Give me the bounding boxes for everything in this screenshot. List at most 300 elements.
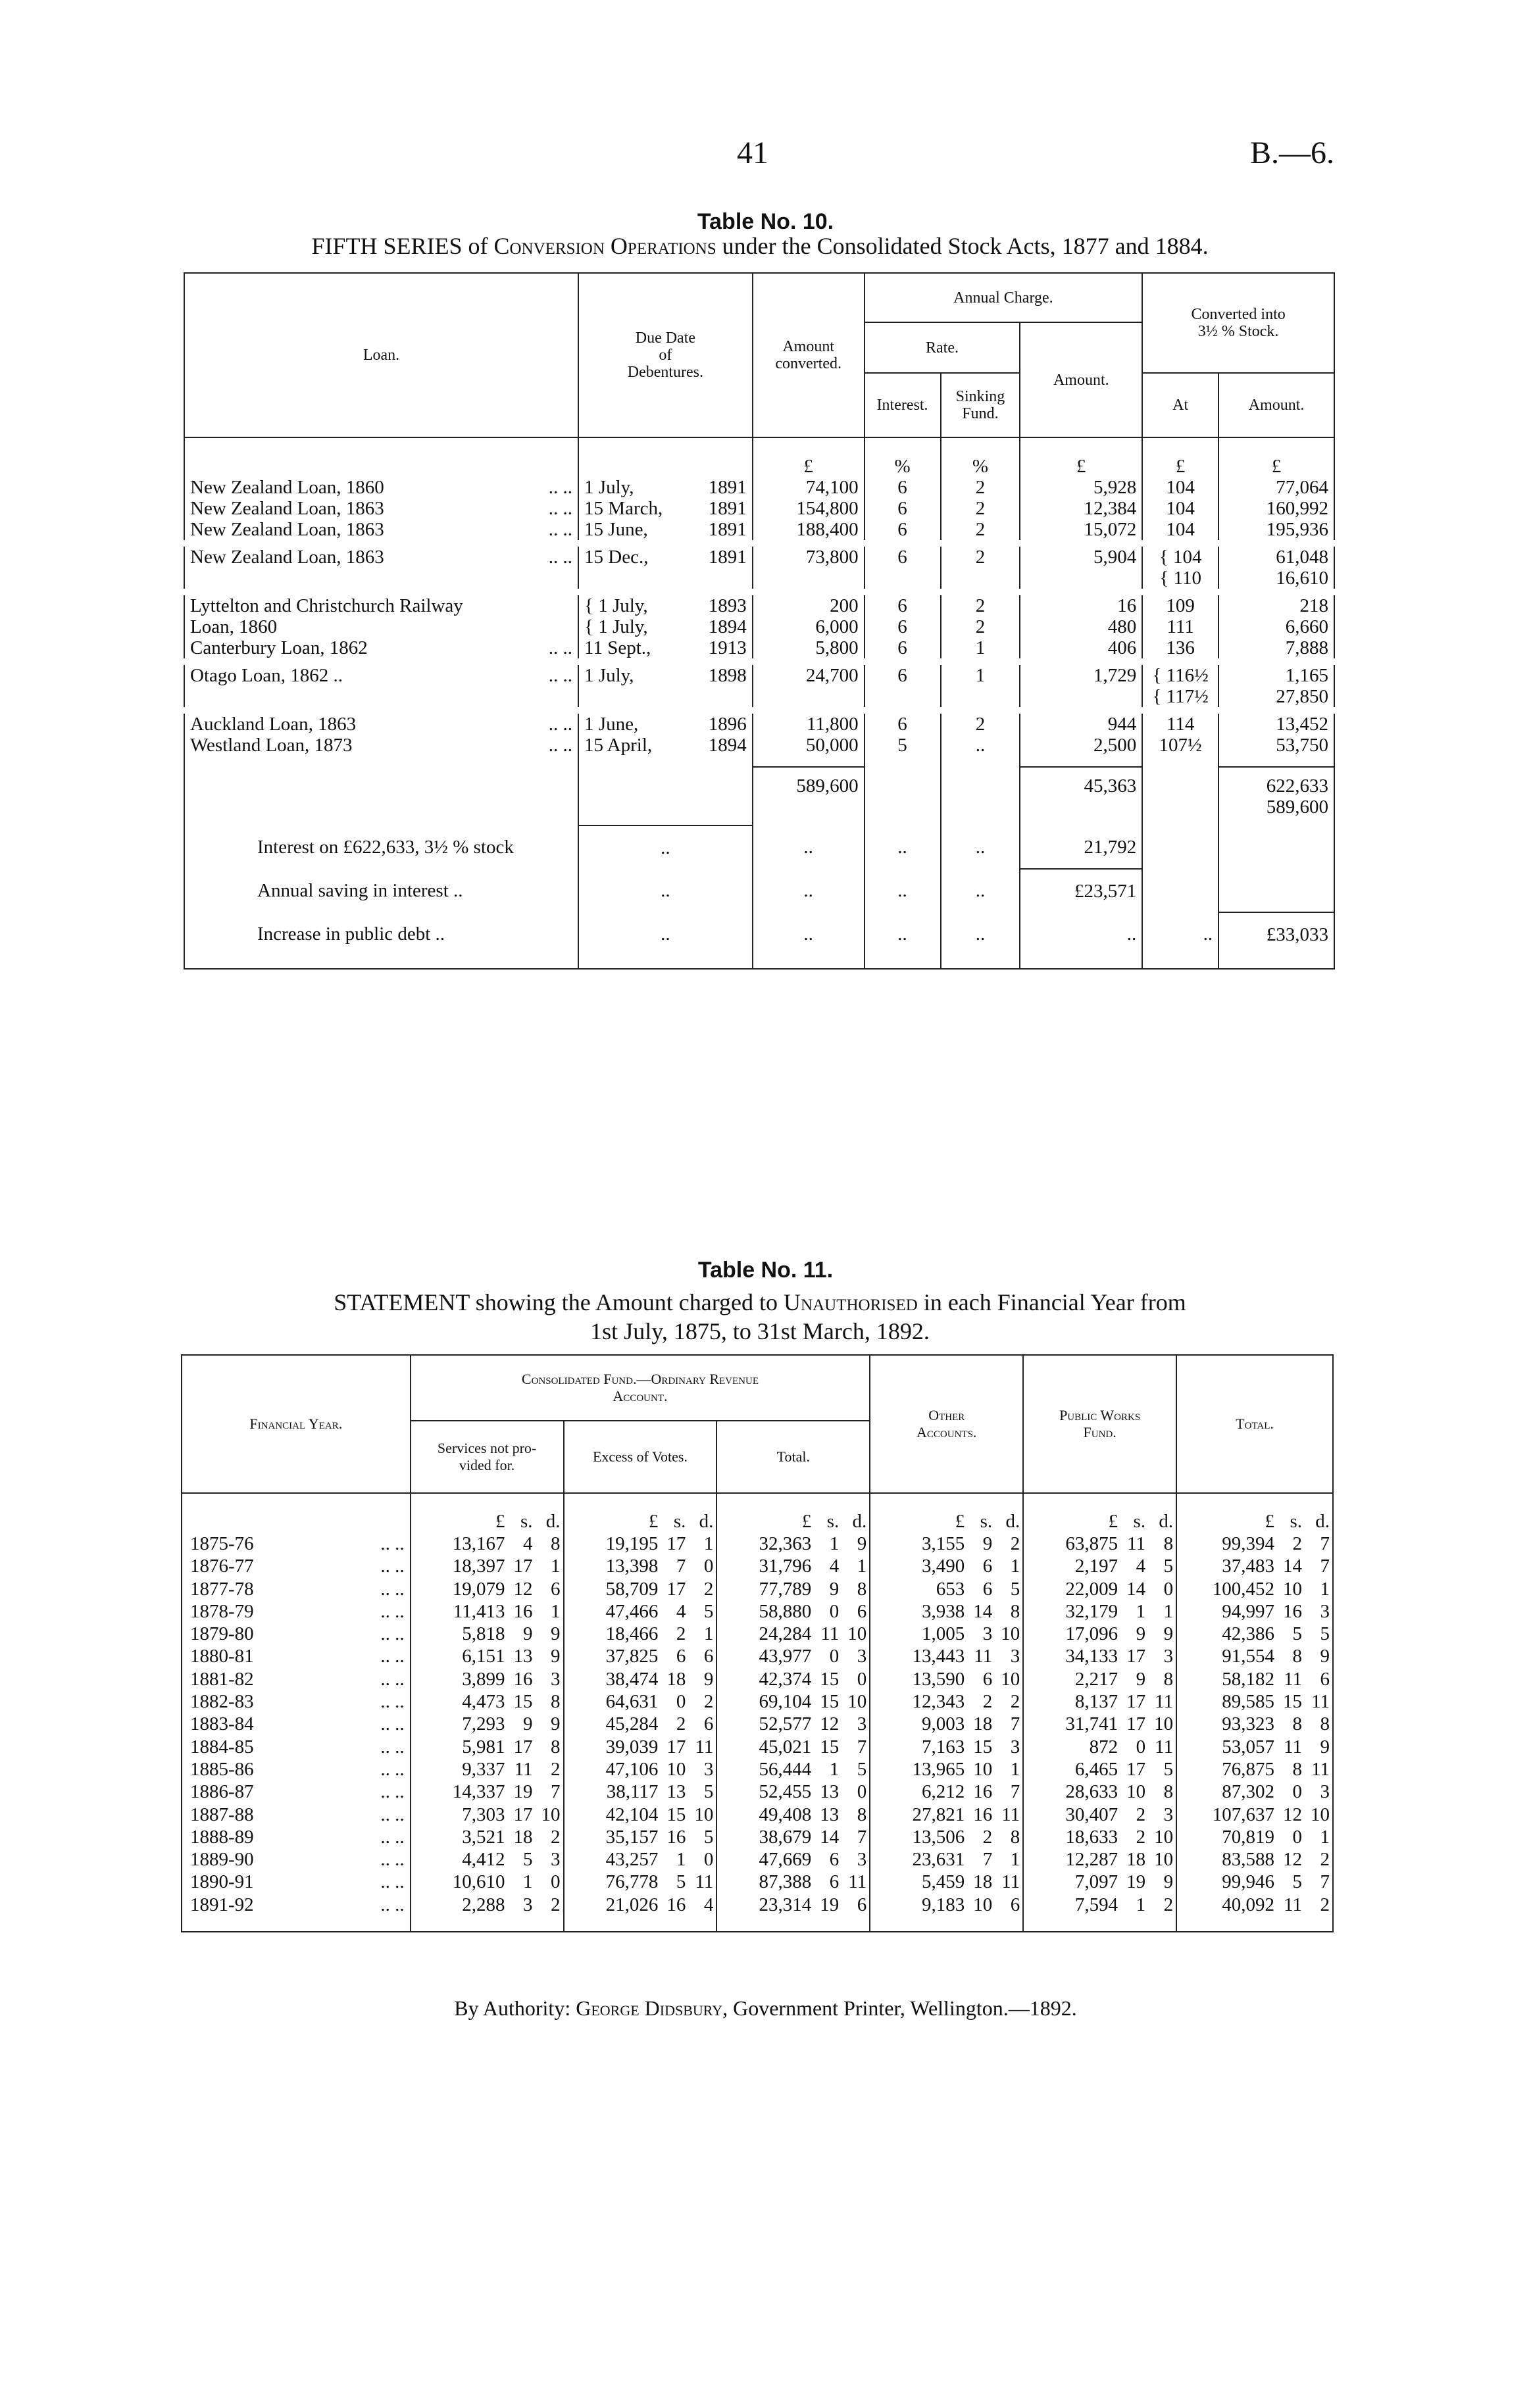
money-cell	[1023, 1600, 1176, 1623]
pounds: 53,057	[1222, 1736, 1274, 1757]
pounds: 653	[936, 1578, 965, 1600]
shillings: 13	[513, 1646, 533, 1667]
pence: 3	[1163, 1646, 1174, 1667]
empty-cell	[941, 756, 1020, 767]
shillings: 15	[513, 1691, 533, 1713]
pence: 0	[857, 1668, 867, 1690]
empty-cell	[865, 756, 941, 767]
pounds: 40,092	[1222, 1894, 1274, 1915]
empty-cell	[1142, 756, 1218, 767]
leader-dots: .. ..	[380, 1556, 405, 1577]
money-value	[414, 1623, 561, 1645]
money-value	[720, 1533, 866, 1555]
money-value	[720, 1713, 866, 1735]
shillings: 2	[1292, 1533, 1302, 1554]
pounds: 35,157	[605, 1826, 659, 1848]
pounds: 2,197	[1074, 1556, 1118, 1577]
money-cell	[870, 1533, 1023, 1555]
annual-charge-amount: 944	[1020, 710, 1142, 735]
empty-cell	[941, 767, 1020, 825]
shillings: 17	[513, 1804, 533, 1825]
pence: 8	[1163, 1781, 1174, 1803]
money-cell	[1176, 1493, 1333, 1533]
shillings: 4	[1136, 1556, 1146, 1577]
money-value	[1180, 1848, 1330, 1871]
shillings: s.	[826, 1510, 840, 1532]
shillings: 5	[1292, 1623, 1302, 1645]
money-value	[414, 1510, 561, 1533]
leader-dots: .. ..	[380, 1758, 405, 1780]
pence: 11	[1155, 1736, 1174, 1757]
pence: 5	[703, 1600, 714, 1622]
money-cell	[411, 1781, 564, 1803]
pounds: 12,343	[912, 1691, 965, 1713]
money-cell	[1023, 1645, 1176, 1667]
money-cell	[716, 1894, 870, 1916]
empty-cell	[941, 956, 1020, 969]
money-cell	[1023, 1826, 1176, 1848]
shillings: 12	[1283, 1804, 1302, 1825]
money-cell	[1023, 1804, 1176, 1826]
pence: 2	[1010, 1533, 1020, 1554]
money-cell	[870, 1493, 1023, 1533]
money-value	[1026, 1578, 1173, 1600]
money-cell	[1176, 1871, 1333, 1893]
loan-name	[184, 498, 578, 519]
due-date-pair	[584, 519, 747, 540]
pence: 8	[551, 1533, 561, 1554]
financial-year	[182, 1804, 411, 1826]
money-cell	[716, 1623, 870, 1645]
pence: 7	[1320, 1871, 1330, 1893]
pounds: 42,374	[759, 1668, 812, 1690]
pence: 6	[703, 1713, 714, 1735]
money-cell	[1023, 1758, 1176, 1781]
due-date-pair	[584, 595, 747, 637]
total-conv: 622,633 589,600	[1218, 767, 1334, 825]
money-value	[873, 1713, 1020, 1735]
money-value	[414, 1578, 561, 1600]
pence: 0	[551, 1871, 561, 1893]
converted-at: 107½	[1142, 735, 1218, 756]
pounds: 56,444	[759, 1758, 812, 1780]
money-value	[567, 1533, 714, 1555]
pence: 9	[1163, 1871, 1174, 1893]
pounds: 4,412	[462, 1849, 505, 1871]
money-cell	[716, 1600, 870, 1623]
pence: 3	[857, 1849, 867, 1871]
pounds: 99,946	[1222, 1871, 1274, 1893]
money-cell	[716, 1804, 870, 1826]
amount-converted: 188,400	[753, 519, 865, 543]
shillings: 1	[829, 1533, 840, 1554]
shillings: 12	[513, 1578, 533, 1600]
money-value	[720, 1848, 866, 1871]
money-cell	[870, 1623, 1023, 1645]
pence: d.	[1159, 1510, 1174, 1532]
pounds: 91,554	[1222, 1646, 1274, 1667]
money-cell	[1176, 1804, 1333, 1826]
financial-year	[182, 1690, 411, 1713]
loan-label: Canterbury Loan, 1862	[190, 637, 368, 658]
shillings: 0	[829, 1600, 840, 1622]
pounds: 1,005	[921, 1623, 965, 1645]
money-value	[414, 1690, 561, 1713]
spacer-row	[182, 1916, 1333, 1932]
money-value	[1180, 1690, 1330, 1713]
money-cell	[1176, 1600, 1333, 1623]
due-date	[578, 519, 753, 543]
money-cell	[1023, 1555, 1176, 1577]
header-amount: Amount.	[1020, 322, 1142, 437]
shillings: 6	[829, 1871, 840, 1893]
pounds: 38,679	[759, 1826, 812, 1848]
converted-amount: 195,936	[1218, 519, 1334, 543]
pounds: 11,413	[453, 1600, 505, 1622]
empty-cell	[182, 1916, 411, 1932]
due-year: 1891	[708, 519, 747, 540]
summary-value	[1142, 825, 1218, 869]
year-label: 1887-88	[190, 1804, 254, 1825]
pence: 7	[1010, 1781, 1020, 1803]
shillings: 5	[1292, 1871, 1302, 1893]
money-value	[720, 1894, 866, 1916]
table-row	[182, 1668, 1333, 1690]
shillings: 8	[1292, 1713, 1302, 1735]
money-value	[414, 1826, 561, 1848]
table-row	[184, 735, 1334, 756]
unit-label: £	[1020, 437, 1142, 477]
pounds: 5,459	[921, 1871, 965, 1893]
empty-cell	[1142, 956, 1218, 969]
pence: 11	[1311, 1691, 1330, 1713]
money-cell	[411, 1871, 564, 1893]
financial-year	[182, 1781, 411, 1803]
money-value	[1026, 1736, 1173, 1758]
table11-caption: Table No. 11.	[697, 1258, 834, 1283]
due-day: 1 July,	[584, 665, 634, 686]
leader-dots: .. ..	[380, 1713, 405, 1735]
shillings: 18	[1126, 1849, 1146, 1871]
shillings: 14	[820, 1826, 840, 1848]
shillings: 9	[1136, 1623, 1146, 1645]
year-label: 1876-77	[190, 1556, 254, 1577]
money-cell	[564, 1533, 717, 1555]
pounds: 99,394	[1222, 1533, 1274, 1554]
table10-title	[181, 232, 1339, 260]
financial-year	[182, 1758, 411, 1781]
shillings: 17	[1126, 1758, 1146, 1780]
pence: 6	[1010, 1894, 1020, 1915]
pounds: 58,880	[759, 1600, 812, 1622]
shillings: 10	[666, 1758, 686, 1780]
pounds: 87,388	[759, 1871, 812, 1893]
annual-charge-amount: 406	[1020, 637, 1142, 662]
empty-cell	[578, 437, 753, 477]
money-value	[1026, 1510, 1173, 1533]
pence: 1	[1010, 1849, 1020, 1871]
empty-cell	[578, 767, 753, 825]
leader-dots: .. ..	[548, 735, 573, 756]
header-amount-converted: Amount converted.	[753, 273, 865, 437]
pounds: 17,096	[1065, 1623, 1118, 1645]
summary-label: Annual saving in interest ..	[184, 869, 578, 912]
table-row	[182, 1690, 1333, 1713]
money-value	[1180, 1555, 1330, 1577]
loan-label: New Zealand Loan, 1863	[190, 498, 384, 519]
pounds: 77,789	[759, 1578, 812, 1600]
money-value	[414, 1645, 561, 1667]
sinking-fund-rate: 1	[941, 662, 1020, 710]
leader-dots: .. ..	[548, 714, 573, 735]
shillings: 15	[820, 1668, 840, 1690]
leader-dots: .. ..	[548, 477, 573, 498]
due-day: 15 Dec.,	[584, 547, 649, 568]
summary-row	[184, 825, 1334, 869]
pence: 1	[1010, 1556, 1020, 1577]
due-date-pair	[584, 498, 747, 519]
pounds: 13,398	[605, 1556, 659, 1577]
money-cell	[716, 1758, 870, 1781]
money-cell	[1176, 1894, 1333, 1916]
money-value	[567, 1713, 714, 1735]
header-other-accounts: Other Accounts.	[870, 1355, 1023, 1493]
pence: 11	[1311, 1758, 1330, 1780]
due-day: { 1 July, { 1 July,	[584, 595, 648, 637]
pounds: 3,521	[462, 1826, 505, 1848]
table-row	[182, 1645, 1333, 1667]
shillings: 6	[676, 1646, 686, 1667]
summary-label: Increase in public debt ..	[184, 912, 578, 956]
due-date-pair	[584, 714, 747, 735]
money-cell	[716, 1555, 870, 1577]
year-label: 1877-78	[190, 1578, 254, 1600]
pounds: 58,709	[605, 1578, 659, 1600]
money-cell	[1176, 1848, 1333, 1871]
annual-charge-amount: 1,729	[1020, 662, 1142, 710]
money-cell	[411, 1578, 564, 1600]
empty-cell	[1142, 767, 1218, 825]
due-year: 1891	[708, 477, 747, 498]
pence: 2	[1320, 1894, 1330, 1915]
shillings: 16	[666, 1826, 686, 1848]
money-cell	[411, 1848, 564, 1871]
pence: 11	[848, 1871, 867, 1893]
converted-at: { 116½ { 117½	[1142, 662, 1218, 710]
pounds: £	[1265, 1510, 1274, 1532]
pounds: 2,288	[462, 1894, 505, 1915]
money-value	[414, 1781, 561, 1803]
summary-label: Interest on £622,633, 3½ % stock	[184, 825, 578, 869]
shillings: 1	[829, 1758, 840, 1780]
shillings: 9	[982, 1533, 993, 1554]
money-cell	[564, 1493, 717, 1533]
money-value	[873, 1781, 1020, 1803]
money-cell	[870, 1894, 1023, 1916]
shillings: 5	[676, 1871, 686, 1893]
summary-value: 21,792	[1020, 825, 1142, 869]
leader-dots: .. ..	[380, 1623, 405, 1645]
money-cell	[870, 1736, 1023, 1758]
pence: 8	[1320, 1713, 1330, 1735]
pence: 9	[1320, 1736, 1330, 1757]
money-cell	[1023, 1871, 1176, 1893]
amount-converted: 73,800	[753, 543, 865, 592]
amount-converted: 24,700	[753, 662, 865, 710]
table11-title-c: in each Financial Year from	[923, 1289, 1186, 1315]
money-cell	[870, 1668, 1023, 1690]
pounds: 94,997	[1222, 1600, 1274, 1622]
due-date-pair	[584, 735, 747, 756]
pence: 1	[1320, 1826, 1330, 1848]
table10-title-b: Conversion Operations	[493, 233, 716, 259]
year-label: 1891-92	[190, 1894, 254, 1915]
pounds: 49,408	[759, 1804, 812, 1825]
money-cell	[716, 1826, 870, 1848]
loan-name	[184, 519, 578, 543]
shillings: 14	[1126, 1578, 1146, 1600]
empty-cell	[1176, 1916, 1333, 1932]
pounds: 5,981	[462, 1736, 505, 1757]
money-cell	[716, 1690, 870, 1713]
summary-value: £23,571	[1020, 869, 1142, 912]
shillings: 6	[982, 1578, 993, 1600]
money-cell	[411, 1758, 564, 1781]
table-row	[184, 592, 1334, 637]
pounds: 37,483	[1222, 1556, 1274, 1577]
shillings: 1	[1136, 1894, 1146, 1915]
pence: 5	[857, 1758, 867, 1780]
money-cell	[716, 1781, 870, 1803]
money-value	[1026, 1600, 1173, 1623]
shillings: 15	[1283, 1691, 1302, 1713]
pounds: 21,026	[605, 1894, 659, 1915]
money-value	[720, 1690, 866, 1713]
pounds: 37,825	[605, 1646, 659, 1667]
loan-label: Otago Loan, 1862 ..	[190, 665, 343, 686]
shillings: 11	[1284, 1736, 1302, 1757]
pence: 5	[1163, 1556, 1174, 1577]
money-cell	[564, 1758, 717, 1781]
pence: 3	[1163, 1804, 1174, 1825]
shillings: 16	[513, 1600, 533, 1622]
money-cell	[1176, 1736, 1333, 1758]
shillings: 11	[820, 1623, 840, 1645]
money-cell	[1023, 1781, 1176, 1803]
pence: d.	[699, 1510, 714, 1532]
pounds: 34,133	[1065, 1646, 1118, 1667]
empty-cell	[184, 437, 578, 477]
money-cell	[870, 1555, 1023, 1577]
shillings: 11	[974, 1646, 993, 1667]
pence: 7	[551, 1781, 561, 1803]
money-value	[1180, 1645, 1330, 1667]
loan-name	[184, 637, 578, 662]
money-value	[873, 1600, 1020, 1623]
money-cell	[870, 1804, 1023, 1826]
money-cell	[411, 1493, 564, 1533]
loan-name	[184, 662, 578, 710]
pounds: 64,631	[605, 1691, 659, 1713]
shillings: 16	[973, 1781, 993, 1803]
pence: 8	[551, 1736, 561, 1757]
pence: d.	[1315, 1510, 1330, 1532]
annual-charge-amount: 5,928	[1020, 477, 1142, 498]
shillings: 3	[523, 1894, 533, 1915]
due-year: 1896	[708, 714, 747, 735]
money-cell	[564, 1781, 717, 1803]
money-value	[1026, 1826, 1173, 1848]
pounds: 43,257	[605, 1849, 659, 1871]
shillings: 2	[982, 1691, 993, 1713]
converted-at: 104	[1142, 498, 1218, 519]
header-excess-of-votes: Excess of Votes.	[564, 1421, 717, 1493]
pounds: 22,009	[1065, 1578, 1118, 1600]
pounds: 42,104	[605, 1804, 659, 1825]
money-value	[1026, 1623, 1173, 1645]
pounds: 7,097	[1074, 1871, 1118, 1893]
pounds: 6,465	[1074, 1758, 1118, 1780]
money-cell	[411, 1894, 564, 1916]
table-row	[182, 1826, 1333, 1848]
money-cell	[411, 1713, 564, 1735]
money-value	[873, 1736, 1020, 1758]
converted-at: 104	[1142, 477, 1218, 498]
pounds: 23,314	[759, 1894, 812, 1915]
pounds: 58,182	[1222, 1668, 1274, 1690]
shillings: 0	[829, 1646, 840, 1667]
leader-dots: .. ..	[548, 665, 573, 686]
shillings: 11	[1284, 1668, 1302, 1690]
money-value	[1026, 1713, 1173, 1735]
money-value	[567, 1736, 714, 1758]
year-label: 1884-85	[190, 1736, 254, 1757]
money-value	[567, 1623, 714, 1645]
loan-label: Westland Loan, 1873	[190, 735, 353, 756]
money-cell	[716, 1578, 870, 1600]
money-value	[1180, 1781, 1330, 1803]
pounds: 18,633	[1065, 1826, 1118, 1848]
summary-value: ..	[753, 825, 865, 869]
money-value	[414, 1804, 561, 1826]
shillings: 15	[973, 1736, 993, 1757]
pence: 8	[1163, 1668, 1174, 1690]
summary-value	[1142, 869, 1218, 912]
amount-converted: 200 6,000	[753, 592, 865, 637]
shillings: 13	[820, 1781, 840, 1803]
header-consolidated-total: Total.	[716, 1421, 870, 1493]
sinking-fund-rate: 2	[941, 543, 1020, 592]
table-row	[182, 1758, 1333, 1781]
money-value	[1180, 1826, 1330, 1848]
shillings: s.	[673, 1510, 686, 1532]
money-cell	[1023, 1848, 1176, 1871]
shillings: s.	[1133, 1510, 1146, 1532]
pounds: 23,631	[912, 1849, 965, 1871]
summary-value	[1218, 825, 1334, 869]
pence: 9	[857, 1533, 867, 1554]
pence: 1	[857, 1556, 867, 1577]
pounds: £	[1108, 1510, 1118, 1532]
converted-amount: 7,888	[1218, 637, 1334, 662]
annual-charge-amount: 5,904	[1020, 543, 1142, 592]
pounds: 43,977	[759, 1646, 812, 1667]
money-cell	[1023, 1668, 1176, 1690]
pence: 6	[857, 1894, 867, 1915]
money-cell	[870, 1848, 1023, 1871]
leader-dots: .. ..	[548, 519, 573, 540]
money-value	[720, 1623, 866, 1645]
